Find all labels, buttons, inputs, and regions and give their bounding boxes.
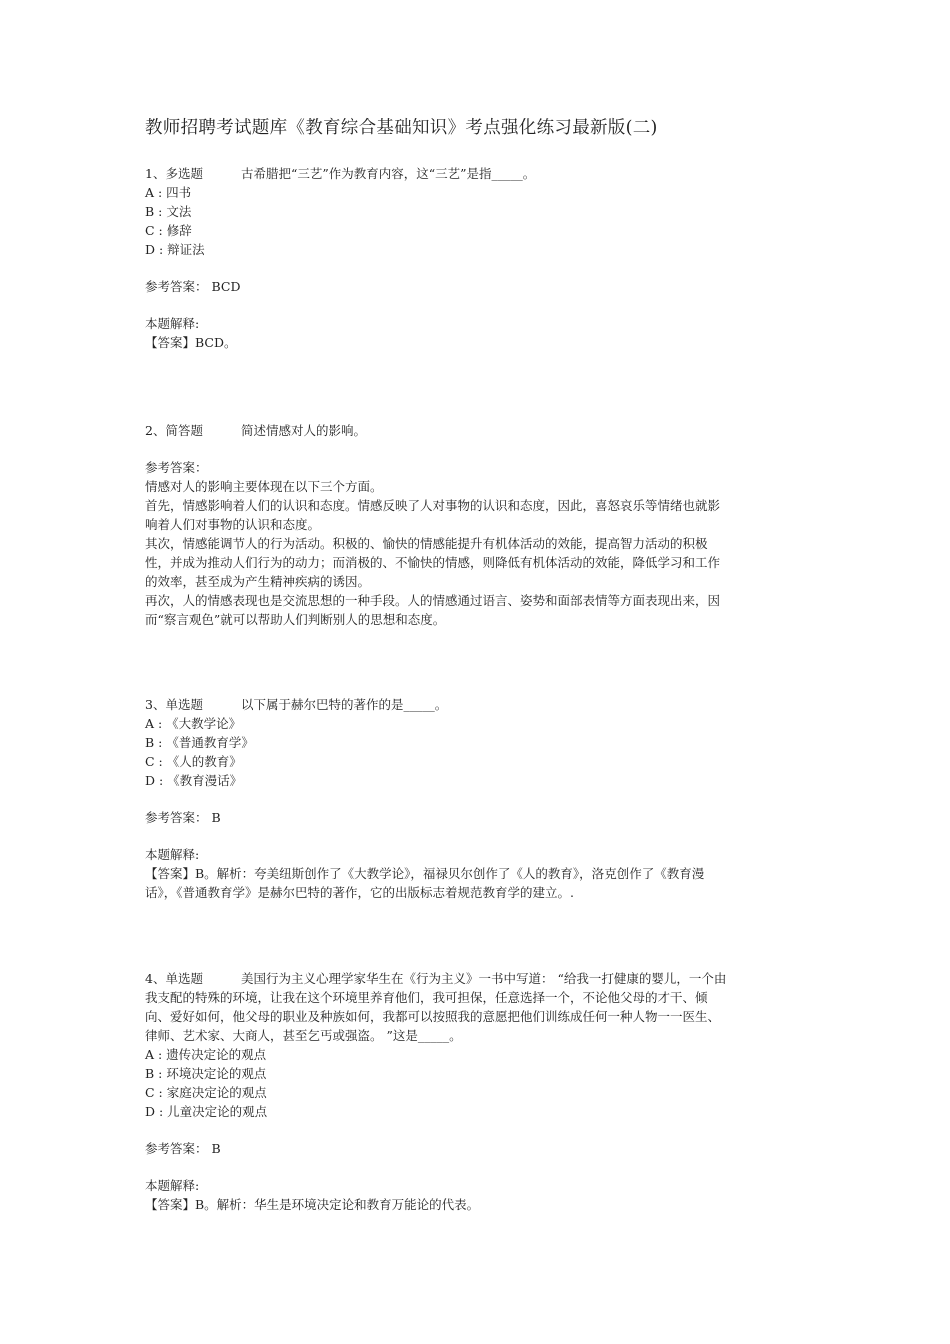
- option-b: B : 环境决定论的观点: [145, 1066, 267, 1081]
- answer-line: 而“察言观色”就可以帮助人们判断别人的思想和态度。: [145, 612, 446, 627]
- answer-line: 的效率，甚至成为产生精神疾病的诱因。: [145, 574, 371, 589]
- question-stem-line: 向、爱好如何，他父母的职业及种族如何，我都可以按照我的意愿把他们训练成任何一种人物一一医生、: [145, 1009, 721, 1024]
- question-type: 2、简答题: [145, 423, 203, 438]
- answer-label: 参考答案：: [145, 279, 208, 294]
- option-c: C : 家庭决定论的观点: [145, 1085, 267, 1100]
- reference-answer: [145, 1139, 813, 1158]
- answer-line: 再次，人的情感表现也是交流思想的一种手段。人的情感通过语言、姿势和面部表情等方面表现出来，因: [145, 593, 721, 608]
- question-header: [145, 969, 813, 988]
- option-a: A : 遗传决定论的观点: [145, 1047, 267, 1062]
- answer-line: 性，并成为推动人们行为的动力；而消极的、不愉快的情感，则降低有机体活动的效能，降低学习和工作: [145, 555, 721, 570]
- option-a: A : 四书: [145, 185, 192, 200]
- option-b: B : 《普通教育学》: [145, 735, 254, 750]
- option-c: C : 修辞: [145, 223, 192, 238]
- reference-answer: [145, 808, 813, 827]
- answer-value: BCD: [211, 279, 241, 294]
- answer-line: 其次，情感能调节人的行为活动。积极的、愉快的情感能提升有机体活动的效能，提高智力活动的积极: [145, 536, 708, 551]
- document-title: 教师招聘考试题库《教育综合基础知识》考点强化练习最新版(二): [145, 118, 658, 138]
- question-2: [145, 421, 813, 629]
- question-stem: 古希腊把“三艺”作为教育内容，这“三艺”是指_____。: [241, 166, 536, 181]
- option-d: D : 辩证法: [145, 242, 205, 257]
- question-type: 4、单选题: [145, 971, 203, 986]
- explanation-text: 【答案】B。解析：夸美纽斯创作了《大教学论》，福禄贝尔创作了《人的教育》，洛克创作了《教育漫: [145, 866, 705, 881]
- option-c: C : 《人的教育》: [145, 754, 242, 769]
- question-3: [145, 695, 813, 902]
- explanation-text: 【答案】BCD。: [145, 335, 237, 350]
- answer-line: 响着人们对事物的认识和态度。: [145, 517, 321, 532]
- question-stem: 简述情感对人的影响。: [241, 423, 367, 438]
- explanation-text: 话》，《普通教育学》是赫尔巴特的著作，它的出版标志着规范教育学的建立。.: [145, 885, 574, 900]
- explanation-label: 本题解释:: [145, 316, 200, 331]
- option-b: B : 文法: [145, 204, 192, 219]
- question-header: [145, 695, 813, 714]
- option-d: D : 《教育漫话》: [145, 773, 243, 788]
- explanation-label: 本题解释:: [145, 1178, 200, 1193]
- question-stem-line: 律师、艺术家、大商人，甚至乞丐或强盗。 ”这是_____。: [145, 1028, 462, 1043]
- question-stem: 以下属于赫尔巴特的著作的是_____。: [241, 697, 448, 712]
- question-header: [145, 164, 813, 183]
- answer-label: 参考答案：: [145, 810, 208, 825]
- explanation-label: 本题解释:: [145, 847, 200, 862]
- option-a: A : 《大教学论》: [145, 716, 242, 731]
- answer-value: B: [211, 1141, 221, 1156]
- question-4: [145, 969, 813, 1214]
- answer-label: 参考答案：: [145, 460, 208, 475]
- option-d: D : 儿童决定论的观点: [145, 1104, 268, 1119]
- answer-value: B: [211, 810, 221, 825]
- explanation-text: 【答案】B。解析：华生是环境决定论和教育万能论的代表。: [145, 1197, 480, 1212]
- question-1: [145, 164, 813, 352]
- answer-label: 参考答案：: [145, 1141, 208, 1156]
- answer-line: 情感对人的影响主要体现在以下三个方面。: [145, 479, 383, 494]
- question-type: 1、多选题: [145, 166, 203, 181]
- answer-line: 首先，情感影响着人们的认识和态度。情感反映了人对事物的认识和态度，因此，喜怒哀乐等情绪也就影: [145, 498, 721, 513]
- reference-answer: [145, 277, 813, 296]
- question-type: 3、单选题: [145, 697, 203, 712]
- question-header: [145, 421, 813, 440]
- question-stem: 美国行为主义心理学家华生在《行为主义》一书中写道： “给我一打健康的婴儿，一个由: [241, 971, 727, 986]
- question-stem-line: 我支配的特殊的环境，让我在这个环境里养育他们，我可担保，任意选择一个，不论他父母的才干、倾: [145, 990, 708, 1005]
